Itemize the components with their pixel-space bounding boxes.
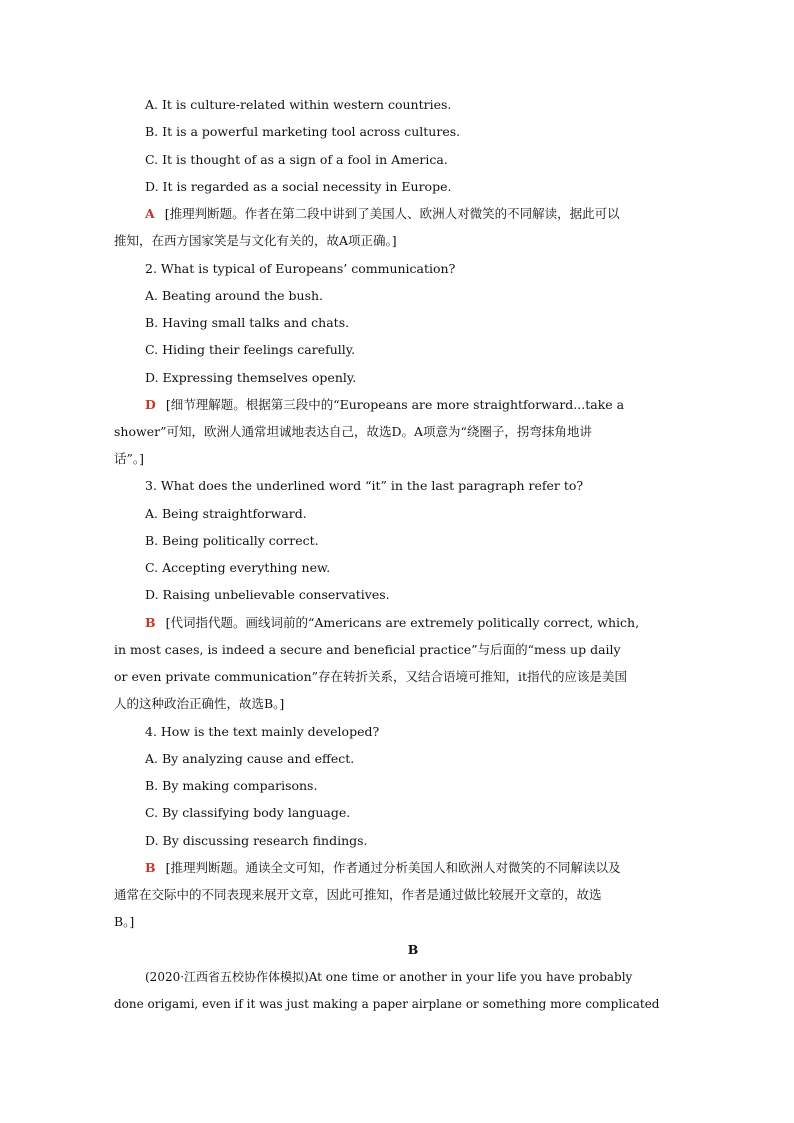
q2-option-b: B. Having small talks and chats. xyxy=(145,315,350,330)
q3-option-b: B. Being politically correct. xyxy=(145,533,319,548)
q4-option-b: B. By making comparisons. xyxy=(145,778,318,793)
q1-option-c: C. It is thought of as a sign of a fool in America. xyxy=(145,152,448,167)
q1-option-d: D. It is regarded as a social necessity in Europe. xyxy=(145,179,452,194)
q2-explanation-line-3: 话”。] xyxy=(114,451,145,466)
q3-explanation-line-2: in most cases, is indeed a secure and beneficial practice”与后面的“mess up daily xyxy=(114,642,621,657)
q3-stem: 3. What does the underlined word “it” in the last paragraph refer to? xyxy=(145,478,584,493)
q2-option-d: D. Expressing themselves openly. xyxy=(145,370,357,385)
q2-option-c: C. Hiding their feelings carefully. xyxy=(145,342,356,357)
q4-explanation-line-1: B [推理判断题。通读全文可知，作者通过分析美国人和欧洲人对微笑的不同解读以及 xyxy=(145,860,621,875)
q4-option-a: A. By analyzing cause and effect. xyxy=(145,751,355,766)
section-b-heading: B xyxy=(407,942,419,957)
q2-explanation-line-1: D [细节理解题。根据第三段中的“Europeans are more straightforward...take a xyxy=(145,397,625,412)
q2-stem: 2. What is typical of Europeans’ communication? xyxy=(145,261,456,276)
q3-explanation-line-1: B [代词指代题。画线词前的“Americans are extremely politically correct, which, xyxy=(145,615,640,630)
q4-stem: 4. How is the text mainly developed? xyxy=(145,724,380,739)
q1-option-a: A. It is culture-related within western countries. xyxy=(145,97,452,112)
q4-answer-letter: B xyxy=(145,860,156,875)
q4-option-c: C. By classifying body language. xyxy=(145,805,351,820)
q2-answer-letter: D xyxy=(145,397,156,412)
q1-answer-letter: A xyxy=(145,206,155,221)
q4-explanation-line-2: 通常在交际中的不同表现来展开文章，因此可推知，作者是通过做比较展开文章的，故选 xyxy=(114,887,602,902)
q4-explanation-line-3: B。] xyxy=(114,914,135,929)
q1-explanation-line-1: A [推理判断题。作者在第二段中讲到了美国人、欧洲人对微笑的不同解读，据此可以 xyxy=(145,206,620,221)
q3-option-c: C. Accepting everything new. xyxy=(145,560,331,575)
section-b-line-1: (2020·江西省五校协作体模拟)At one time or another in your life you have probably xyxy=(145,970,633,984)
q3-explanation-line-3: or even private communication”存在转折关系，又结合语境可推知，it指代的应该是美国 xyxy=(114,669,628,684)
q3-option-d: D. Raising unbelievable conservatives. xyxy=(145,587,390,602)
q3-answer-letter: B xyxy=(145,615,156,630)
q3-option-a: A. Being straightforward. xyxy=(145,506,307,521)
q1-explanation-line-2: 推知，在西方国家笑是与文化有关的，故A项正确。] xyxy=(114,233,397,248)
section-b-line-2: done origami, even if it was just making a paper airplane or something more complicated xyxy=(114,997,660,1011)
q3-explanation-line-4: 人的这种政治正确性，故选B。] xyxy=(114,696,285,711)
q2-option-a: A. Beating around the bush. xyxy=(145,288,324,303)
q2-explanation-line-2: shower”可知，欧洲人通常坦诚地表达自己，故选D。A项意为“绕圈子，拐弯抹角地讲 xyxy=(114,424,592,439)
q1-option-b: B. It is a powerful marketing tool across cultures. xyxy=(145,124,461,139)
q4-option-d: D. By discussing research findings. xyxy=(145,833,368,848)
